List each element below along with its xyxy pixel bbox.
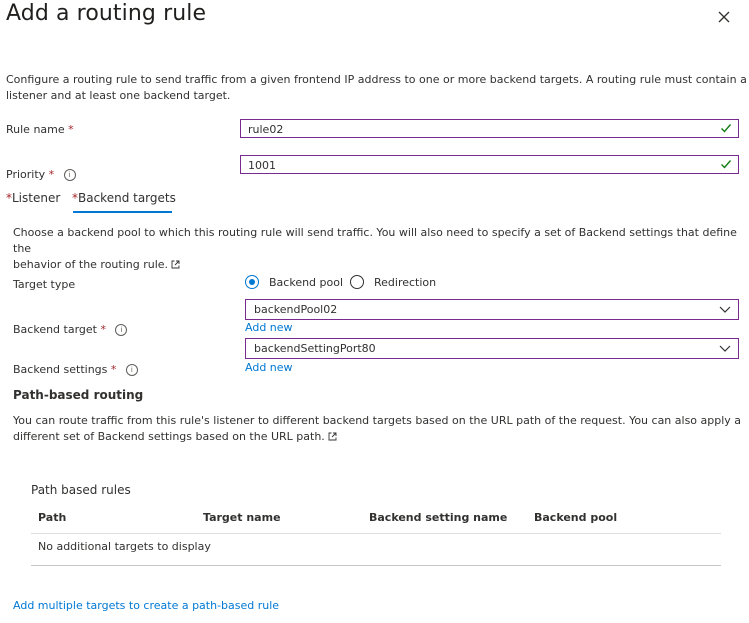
tab-listener[interactable] (6, 191, 60, 205)
rule-name-field[interactable] (240, 119, 739, 138)
path-based-rules-title: Path based rules (31, 483, 131, 497)
active-tab-indicator (73, 211, 172, 213)
radio-selected-dot (249, 279, 255, 285)
backend-settings-value: backendSettingPort80 (254, 342, 376, 355)
intro-line-1: Configure a routing rule to send traffic from a given frontend IP address to one or more backend targets. A routing rule must contain a (6, 73, 747, 86)
required-marker: * (48, 168, 55, 181)
radio-backend-pool-label[interactable]: Backend pool (269, 276, 344, 289)
column-header-target-name: Target name (203, 511, 281, 524)
backend-settings-label (13, 363, 138, 376)
info-icon[interactable]: i (64, 169, 76, 181)
rule-name-input[interactable] (248, 122, 648, 136)
backend-desc-line-2: behavior of the routing rule. (13, 257, 749, 273)
table-header-divider (31, 533, 721, 534)
backend-description (13, 225, 749, 273)
column-header-backend-pool: Backend pool (534, 511, 618, 524)
info-icon[interactable]: i (115, 324, 127, 336)
radio-redirection-label[interactable]: Redirection (374, 276, 437, 289)
chevron-down-icon (719, 344, 731, 353)
required-marker: * (110, 363, 117, 376)
intro-line-2: listener and at least one backend target. (6, 89, 231, 102)
external-link-icon[interactable] (328, 432, 337, 441)
radio-backend-pool[interactable] (245, 275, 259, 289)
path-routing-description (13, 413, 741, 445)
required-marker: * (6, 191, 12, 205)
backend-target-dropdown[interactable] (245, 299, 739, 320)
tab-backend-targets[interactable] (72, 191, 176, 205)
intro-description (6, 72, 747, 104)
add-new-backend-target-link[interactable]: Add new (245, 321, 293, 334)
backend-desc-line-1: Choose a backend pool to which this routing rule will send traffic. You will also need to specify a set of Backend settings that define the (13, 226, 737, 255)
radio-redirection[interactable] (350, 275, 364, 289)
tab-listener-label: Listener (12, 191, 61, 205)
valid-check-icon (720, 158, 732, 170)
backend-target-label (13, 323, 127, 336)
info-icon[interactable]: i (126, 364, 138, 376)
path-desc-line-2: different set of Backend settings based on the URL path. (13, 429, 741, 445)
backend-target-label-text: Backend target (13, 323, 97, 336)
add-multiple-targets-link[interactable]: Add multiple targets to create a path-based rule (13, 599, 280, 612)
column-header-path: Path (38, 511, 67, 524)
backend-settings-dropdown[interactable] (245, 338, 739, 359)
chevron-down-icon (719, 305, 731, 314)
table-bottom-divider (31, 565, 721, 566)
add-new-backend-settings-link[interactable]: Add new (245, 361, 293, 374)
priority-field[interactable] (240, 155, 739, 174)
priority-label (6, 168, 76, 181)
rule-name-label (6, 123, 74, 136)
backend-settings-label-text: Backend settings (13, 363, 108, 376)
valid-check-icon (720, 122, 732, 134)
priority-input[interactable] (248, 158, 648, 172)
table-empty-message: No additional targets to display (38, 540, 211, 553)
target-type-label: Target type (13, 278, 76, 291)
required-marker: * (100, 323, 106, 336)
rule-name-label-text: Rule name (6, 123, 65, 136)
required-marker: * (68, 123, 74, 136)
path-based-routing-heading: Path-based routing (13, 388, 144, 402)
tab-backend-targets-label: Backend targets (78, 191, 176, 205)
close-icon[interactable] (714, 7, 734, 27)
backend-target-value: backendPool02 (254, 303, 338, 316)
required-marker: * (72, 191, 78, 205)
column-header-backend-setting-name: Backend setting name (369, 511, 508, 524)
external-link-icon[interactable] (171, 260, 180, 269)
page-title: Add a routing rule (6, 1, 207, 26)
priority-label-text: Priority (6, 168, 46, 181)
path-desc-line-1: You can route traffic from this rule's listener to different backend targets based on the URL path of the request. You can also apply a (13, 414, 742, 427)
